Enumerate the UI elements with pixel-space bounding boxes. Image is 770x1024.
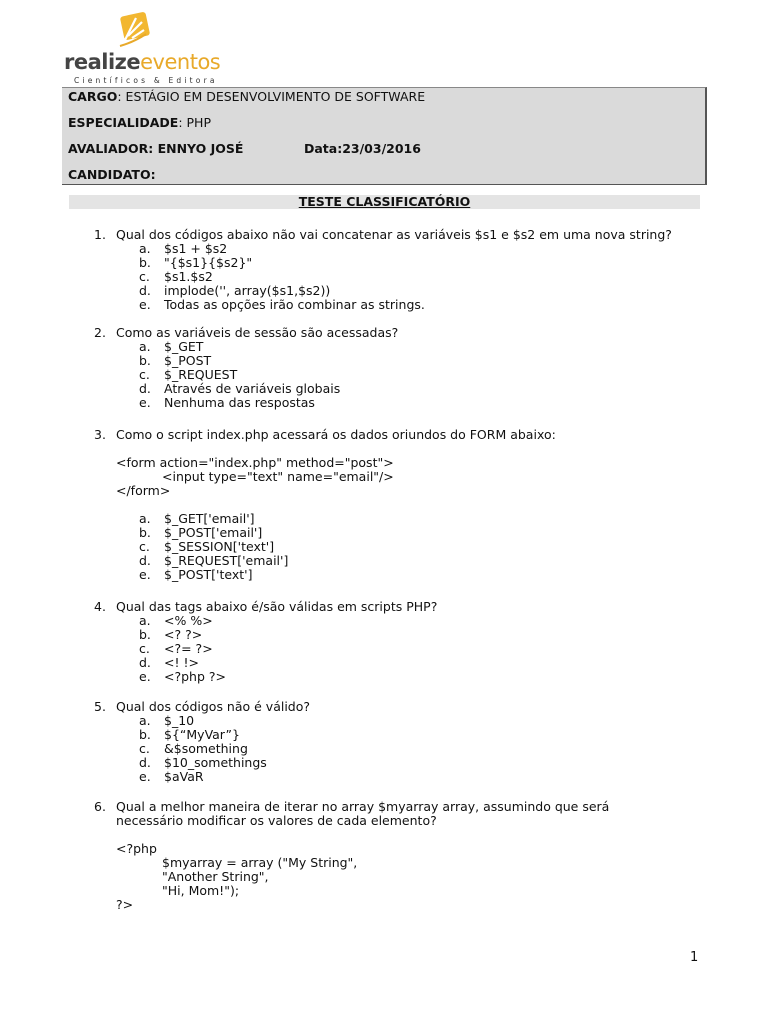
code-line: <form action="index.php" method="post">	[116, 455, 394, 470]
avaliador-line: AVALIADOR: ENNYO JOSÉ Data:23/03/2016	[68, 141, 421, 156]
candidato-line: CANDIDATO:	[68, 167, 156, 182]
logo-mark-icon	[114, 12, 154, 50]
header-box	[62, 87, 707, 185]
cargo-line: CARGO: ESTÁGIO EM DESENVOLVIMENTO DE SOFTWARE	[68, 89, 426, 104]
document-title: TESTE CLASSIFICATÓRIO	[69, 195, 700, 209]
code-line: <?php	[116, 841, 157, 856]
date-field: Data:23/03/2016	[304, 141, 421, 156]
code-line: <input type="text" name="email"/>	[162, 469, 394, 484]
logo-subtitle: Científicos & Editora	[74, 76, 218, 85]
code-line: "Another String",	[162, 869, 269, 884]
page-number: 1	[690, 950, 699, 965]
code-line: ?>	[116, 897, 134, 912]
code-line: </form>	[116, 483, 171, 498]
logo	[64, 12, 221, 85]
especialidade-line: ESPECIALIDADE: PHP	[68, 115, 211, 130]
question-text-continued: necessário modificar os valores de cada elemento?	[116, 813, 437, 828]
code-line: "Hi, Mom!");	[162, 883, 240, 898]
logo-wordmark: realizeeventos	[64, 50, 221, 74]
code-line: $myarray = array ("My String",	[162, 855, 358, 870]
